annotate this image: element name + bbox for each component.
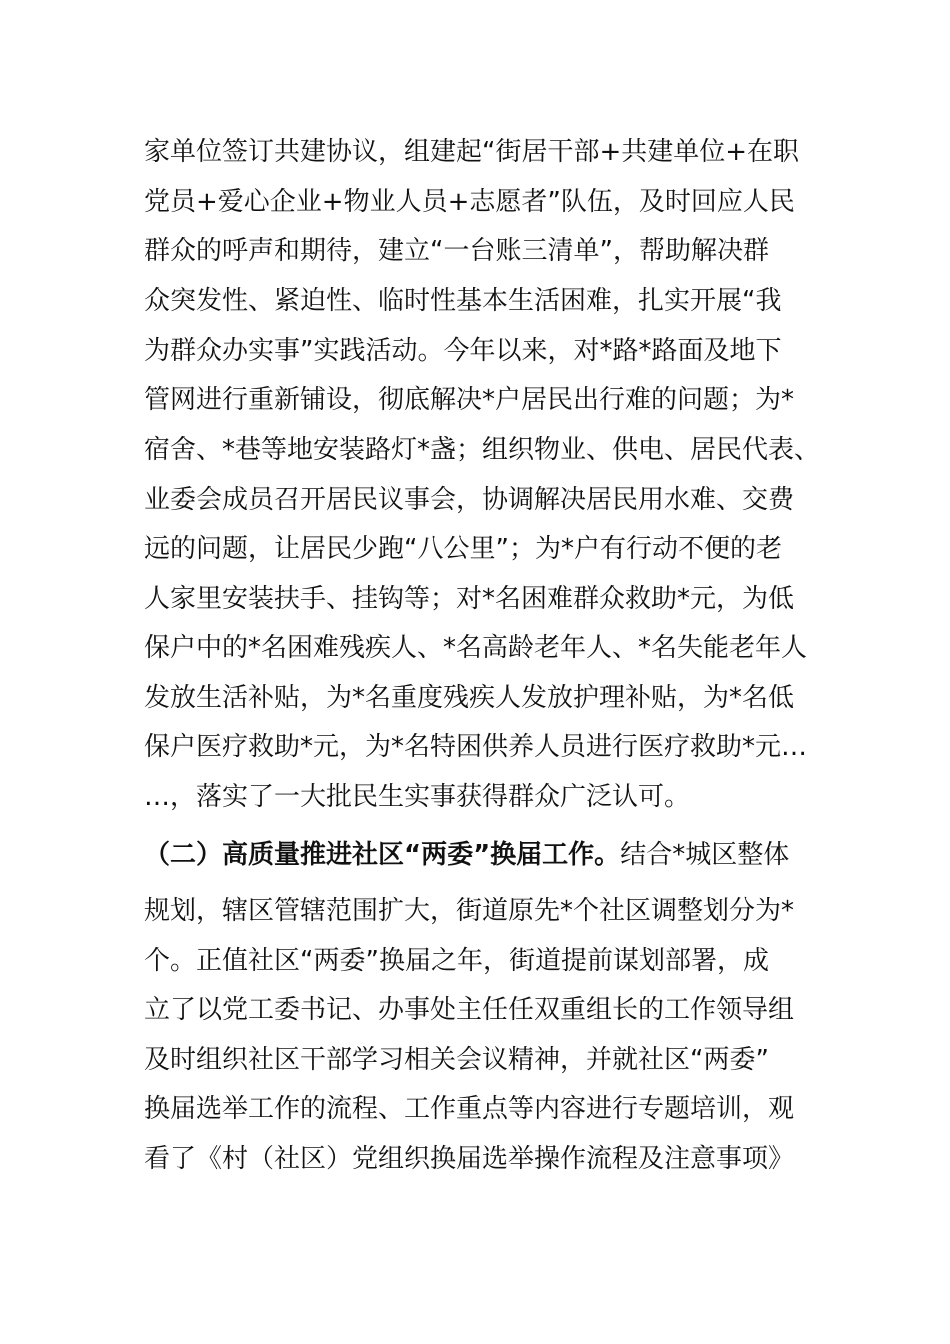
text-line: 群众的呼声和期待，建立“一台账三清单”，帮助解决群	[144, 236, 769, 266]
section-heading-continuation: 结合*城区整体	[620, 840, 790, 870]
text-line: 人家里安装扶手、挂钩等；对*名困难群众救助*元，为低	[144, 584, 795, 614]
text-line: 发放生活补贴，为*名重度残疾人发放护理补贴，为*名低	[144, 683, 795, 713]
text-line: …，落实了一大批民生实事获得群众广泛认可。	[144, 782, 691, 812]
text-line: 保户中的*名困难残疾人、*名高龄老年人、*名失能老年人	[144, 633, 808, 663]
text-line: 为群众办实事”实践活动。今年以来，对*路*路面及地下	[144, 336, 782, 366]
text-line: 立了以党工委书记、办事处主任任双重组长的工作领导组	[144, 995, 795, 1025]
text-line: 家单位签订共建协议，组建起“街居干部+共建单位+在职	[144, 137, 800, 167]
text-line: 宿舍、*巷等地安装路灯*盏；组织物业、供电、居民代表、	[144, 435, 821, 465]
text-line: 远的问题，让居民少跑“八公里”；为*户有行动不便的老	[144, 534, 782, 564]
text-line: 管网进行重新铺设，彻底解决*户居民出行难的问题；为*	[144, 385, 795, 415]
text-line: 保户医疗救助*元，为*名特困供养人员进行医疗救助*元…	[144, 732, 808, 762]
text-line: 众突发性、紧迫性、临时性基本生活困难，扎实开展“我	[144, 286, 782, 316]
text-line: 业委会成员召开居民议事会，协调解决居民用水难、交费	[144, 485, 795, 515]
text-line: 个。正值社区“两委”换届之年，街道提前谋划部署，成	[144, 946, 769, 976]
text-line: 看了《村（社区）党组织换届选举操作流程及注意事项》	[144, 1144, 795, 1174]
section-heading: （二）高质量推进社区“两委”换届工作。	[144, 840, 621, 870]
text-line: 党员+爱心企业+物业人员+志愿者”队伍，及时回应人民	[144, 187, 795, 217]
text-line: 及时组织社区干部学习相关会议精神，并就社区“两委”	[144, 1045, 769, 1075]
text-line: 规划，辖区管辖范围扩大，街道原先*个社区调整划分为*	[144, 896, 795, 926]
text-line: 换届选举工作的流程、工作重点等内容进行专题培训，观	[144, 1094, 795, 1124]
text-line	[144, 830, 824, 880]
